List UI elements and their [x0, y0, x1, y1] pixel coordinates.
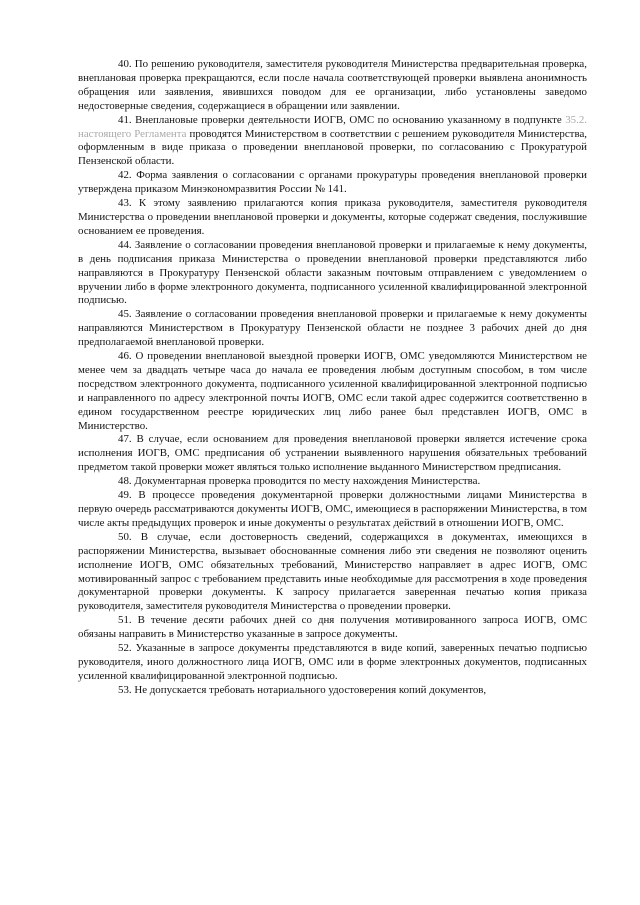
paragraph-52: 52. Указанные в запросе документы представляются в виде копий, заверенных печатью подписью руководителя, иного должностного лица ИОГВ, ОМС или в форме электронных документов, подписанных усиленной квалифицированной электронной подписью. — [78, 642, 587, 682]
paragraph-44: 44. Заявление о согласовании проведения внеплановой проверки и прилагаемые к нему документы, в день подписания приказа Министерства о проведении внеплановой проверки представляются либо направляются в Прокуратуру Пензенской области заказным почтовым отправлением с уведомлением о вручении либо в форме электронного документа, подписанного усиленной квалифицированной электронной подписью. — [78, 238, 587, 307]
paragraph-46: 46. О проведении внеплановой выездной проверки ИОГВ, ОМС уведомляются Министерством не менее чем за двадцать четыре часа до начала ее проведения любым доступным способом, в том числе посредством электронного документа, подписанного усиленной квалифицированной электронной подписью и направленного по адресу электронной почты ИОГВ, ОМС если такой адрес содержится соответственно в едином государственном реестре юридических лиц либо ранее был представлен ИОГВ, ОМС в Министерство. — [78, 350, 587, 432]
paragraph-40: 40. По решению руководителя, заместителя руководителя Министерства предварительная проверка, внеплановая проверка прекращаются, если после начала соответствующей проверки выявлена анонимность обращения или заявления, явившихся поводом для ее организации, либо установлены заведомо недостоверные сведения, содержащиеся в обращении или заявлении. — [78, 58, 587, 112]
document-page — [78, 58, 587, 698]
paragraph-50: 50. В случае, если достоверность сведений, содержащихся в документах, имеющихся в распоряжении Министерства, вызывает обоснованные сомнения либо эти сведения не позволяют оценить исполнение ИОГВ, ОМС обязательных требований, Министерство направляет в адрес ИОГВ, ОМС мотивированный запрос с требованием представить иные необходимые для рассмотрения в ходе проведения документарной проверки документы. К запросу прилагается заверенная печатью копия приказа руководителя, заместителя руководителя Министерства о проведении проверки. — [78, 530, 587, 613]
paragraph-41 — [78, 114, 587, 170]
paragraph-47: 47. В случае, если основанием для проведения внеплановой проверки является истечение срока исполнения ИОГВ, ОМС предписания об устранении выявленного нарушения обязательных требований предметом такой проверки может являться только исполнение выданного Министерством предписания. — [78, 433, 587, 474]
paragraph-48: 48. Документарная проверка проводится по месту нахождения Министерства. — [118, 475, 481, 488]
paragraph-41-end: проводятся Министерством в соответствии с решением руководителя Министерства, оформленным в виде приказа о проведении внеплановой проверки, по согласованию с Прокуратурой Пензенской области. — [78, 127, 587, 168]
paragraph-41-start: 41. Внеплановые проверки деятельности ИОГВ, ОМС по основанию указанному в подпункте — [118, 113, 566, 126]
paragraph-43: 43. К этому заявлению прилагаются копия приказа руководителя, заместителя руководителя Министерства о проведении внеплановой проверки и документы, которые содержат сведения, послужившие основанием ее проведения. — [78, 197, 587, 237]
paragraph-45: 45. Заявление о согласовании проведения внеплановой проверки и прилагаемые к нему документы направляются Министерством в Прокуратуру Пензенской области не позднее 3 рабочих дней до дня предполагаемой внеплановой проверки. — [78, 308, 587, 349]
paragraph-53: 53. Не допускается требовать нотариального удостоверения копий документов, — [118, 683, 487, 696]
paragraph-41-faded-reference: 35.2. настоящего Регламента — [78, 113, 587, 140]
paragraph-42: 42. Форма заявления о согласовании с органами прокуратуры проведения внеплановой проверки утверждена приказом Минэкономразвития России № 141. — [78, 169, 587, 196]
paragraph-51: 51. В течение десяти рабочих дней со дня получения мотивированного запроса ИОГВ, ОМС обязаны направить в Министерство указанные в запросе документы. — [78, 614, 587, 641]
paragraph-49: 49. В процессе проведения документарной проверки должностными лицами Министерства в первую очередь рассматриваются документы ИОГВ, ОМС, имеющиеся в распоряжении Министерства, в том числе акты предыдущих проверок и иные документы о результатах действий в отношении ИОГВ, ОМС. — [78, 489, 587, 529]
